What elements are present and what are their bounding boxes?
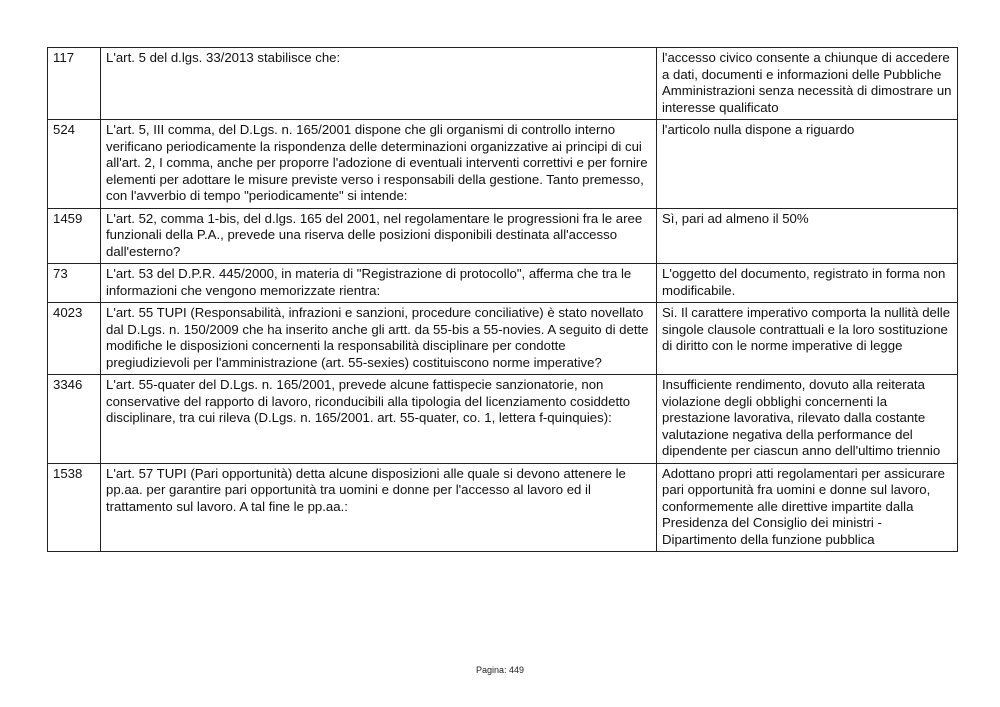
table-row bbox=[48, 120, 958, 209]
table-row bbox=[48, 264, 958, 303]
table-row bbox=[48, 375, 958, 464]
answer-text: l'articolo nulla dispone a riguardo bbox=[657, 120, 958, 209]
table-row bbox=[48, 48, 958, 120]
question-text: L'art. 5 del d.lgs. 33/2013 stabilisce che: bbox=[101, 48, 657, 120]
question-table-body bbox=[48, 48, 958, 552]
table-row bbox=[48, 303, 958, 375]
question-id: 4023 bbox=[48, 303, 101, 375]
question-table bbox=[47, 47, 958, 552]
question-id: 1538 bbox=[48, 463, 101, 552]
question-id: 3346 bbox=[48, 375, 101, 464]
page-number: Pagina: 449 bbox=[475, 665, 525, 675]
answer-text: Sì, pari ad almeno il 50% bbox=[657, 208, 958, 264]
question-id: 1459 bbox=[48, 208, 101, 264]
question-text: L'art. 5, III comma, del D.Lgs. n. 165/2001 dispone che gli organismi di controllo interno verificano periodicamente la rispondenza delle determinazioni organizzative ai principi di cui all'art. 2, I comma, anche per proporre l'adozione di eventuali interventi correttivi e per fornire elementi per adottare le misure previste verso i responsabili della gestione. Tanto premesso, con l'avverbio di tempo "periodicamente" si intende: bbox=[101, 120, 657, 209]
question-text: L'art. 57 TUPI (Pari opportunità) detta alcune disposizioni alle quale si devono attenere le pp.aa. per garantire pari opportunità tra uomini e donne per l'accesso al lavoro ed il trattamento sul lavoro. A tal fine le pp.aa.: bbox=[101, 463, 657, 552]
answer-text: Adottano propri atti regolamentari per assicurare pari opportunità fra uomini e donne sul lavoro, conformemente alle direttive impartite dalla Presidenza del Consiglio dei ministri - Dipartimento della funzione pubblica bbox=[657, 463, 958, 552]
table-row bbox=[48, 208, 958, 264]
answer-text: L'oggetto del documento, registrato in forma non modificabile. bbox=[657, 264, 958, 303]
answer-text: Insufficiente rendimento, dovuto alla reiterata violazione degli obblighi concernenti la prestazione lavorativa, rilevato dalla costante valutazione negativa della performance del dipendente per ciascun anno dell'ultimo triennio bbox=[657, 375, 958, 464]
question-text: L'art. 55-quater del D.Lgs. n. 165/2001, prevede alcune fattispecie sanzionatorie, non conservative del rapporto di lavoro, riconducibili alla tipologia del licenziamento cosiddetto disciplinare, tra cui rileva (D.Lgs. n. 165/2001. art. 55-quater, co. 1, lettera f-quinquies): bbox=[101, 375, 657, 464]
answer-text: Si. Il carattere imperativo comporta la nullità delle singole clausole contrattuali e la loro sostituzione di diritto con le norme imperative di legge bbox=[657, 303, 958, 375]
table-row bbox=[48, 463, 958, 552]
question-text: L'art. 55 TUPI (Responsabilità, infrazioni e sanzioni, procedure conciliative) è stato novellato dal D.Lgs. n. 150/2009 che ha inserito anche gli artt. da 55-bis a 55-novies. A seguito di dette modifiche le disposizioni concernenti la responsabilità disciplinare per condotte pregiudizievoli per l'amministrazione (art. 55-sexies) costituiscono norme imperative? bbox=[101, 303, 657, 375]
question-id: 524 bbox=[48, 120, 101, 209]
question-id: 73 bbox=[48, 264, 101, 303]
question-text: L'art. 53 del D.P.R. 445/2000, in materia di "Registrazione di protocollo", afferma che tra le informazioni che vengono memorizzate rientra: bbox=[101, 264, 657, 303]
question-id: 117 bbox=[48, 48, 101, 120]
answer-text: l'accesso civico consente a chiunque di accedere a dati, documenti e informazioni delle Pubbliche Amministrazioni senza necessità di dimostrare un interesse qualificato bbox=[657, 48, 958, 120]
question-text: L'art. 52, comma 1-bis, del d.lgs. 165 del 2001, nel regolamentare le progressioni fra le aree funzionali della P.A., prevede una riserva delle posizioni disponibili destinata all'accesso dall'esterno? bbox=[101, 208, 657, 264]
